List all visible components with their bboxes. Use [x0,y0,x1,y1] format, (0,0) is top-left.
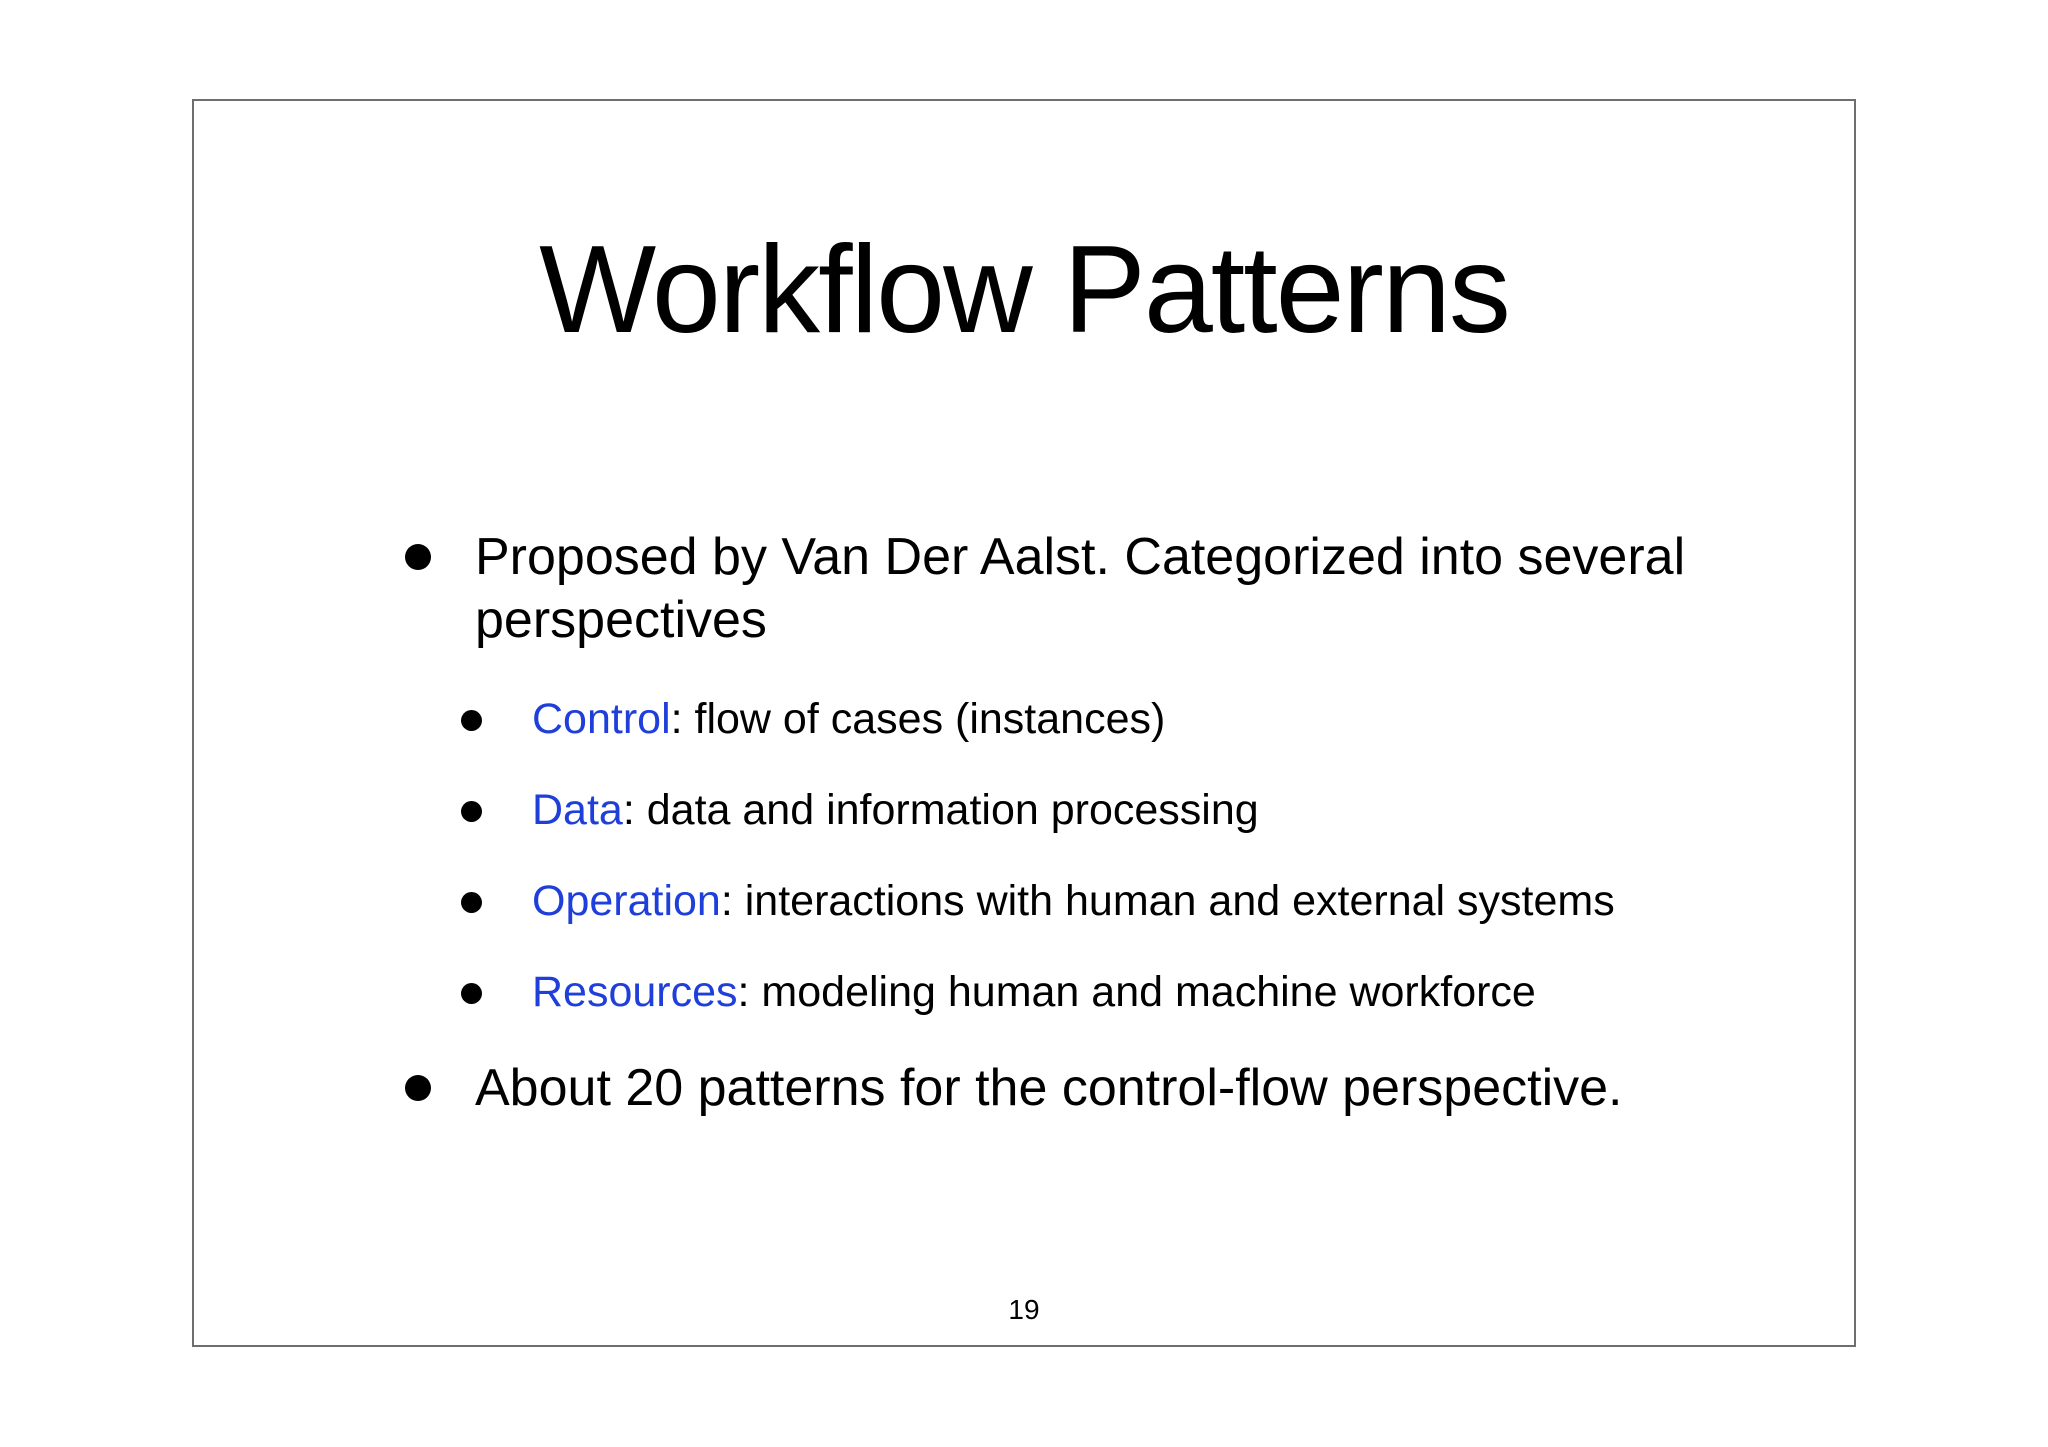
term-control: Control [532,695,671,743]
description-resources: : modeling human and machine workforce [737,968,1536,1016]
term-resources: Resources [532,968,738,1016]
bullet-dot [405,1075,431,1101]
sub-bullet-dot [461,801,482,822]
term-operation: Operation [532,877,721,925]
term-data: Data [532,786,623,834]
sub-bullet-dot [461,892,482,913]
bullet-dot [405,544,431,570]
slide-title: Workflow Patterns [539,221,1509,359]
sub-bullet-text [532,874,1615,928]
sub-bullet-text [532,965,1536,1019]
sub-bullet-text [532,783,1259,837]
description-operation: : interactions with human and external systems [720,877,1615,925]
bullet-text: About 20 patterns for the control-flow perspective. [475,1059,1623,1117]
description-control: : flow of cases (instances) [670,695,1166,743]
description-data: : data and information processing [622,786,1259,834]
bullet-text-line-2: perspectives [475,591,767,649]
sub-bullet-dot [461,983,482,1004]
sub-bullet-text [532,692,1165,746]
page-number: 19 [1008,1294,1040,1325]
bullet-text-line-1: Proposed by Van Der Aalst. Categorized into several [475,528,1686,586]
sub-bullet-dot [461,710,482,731]
